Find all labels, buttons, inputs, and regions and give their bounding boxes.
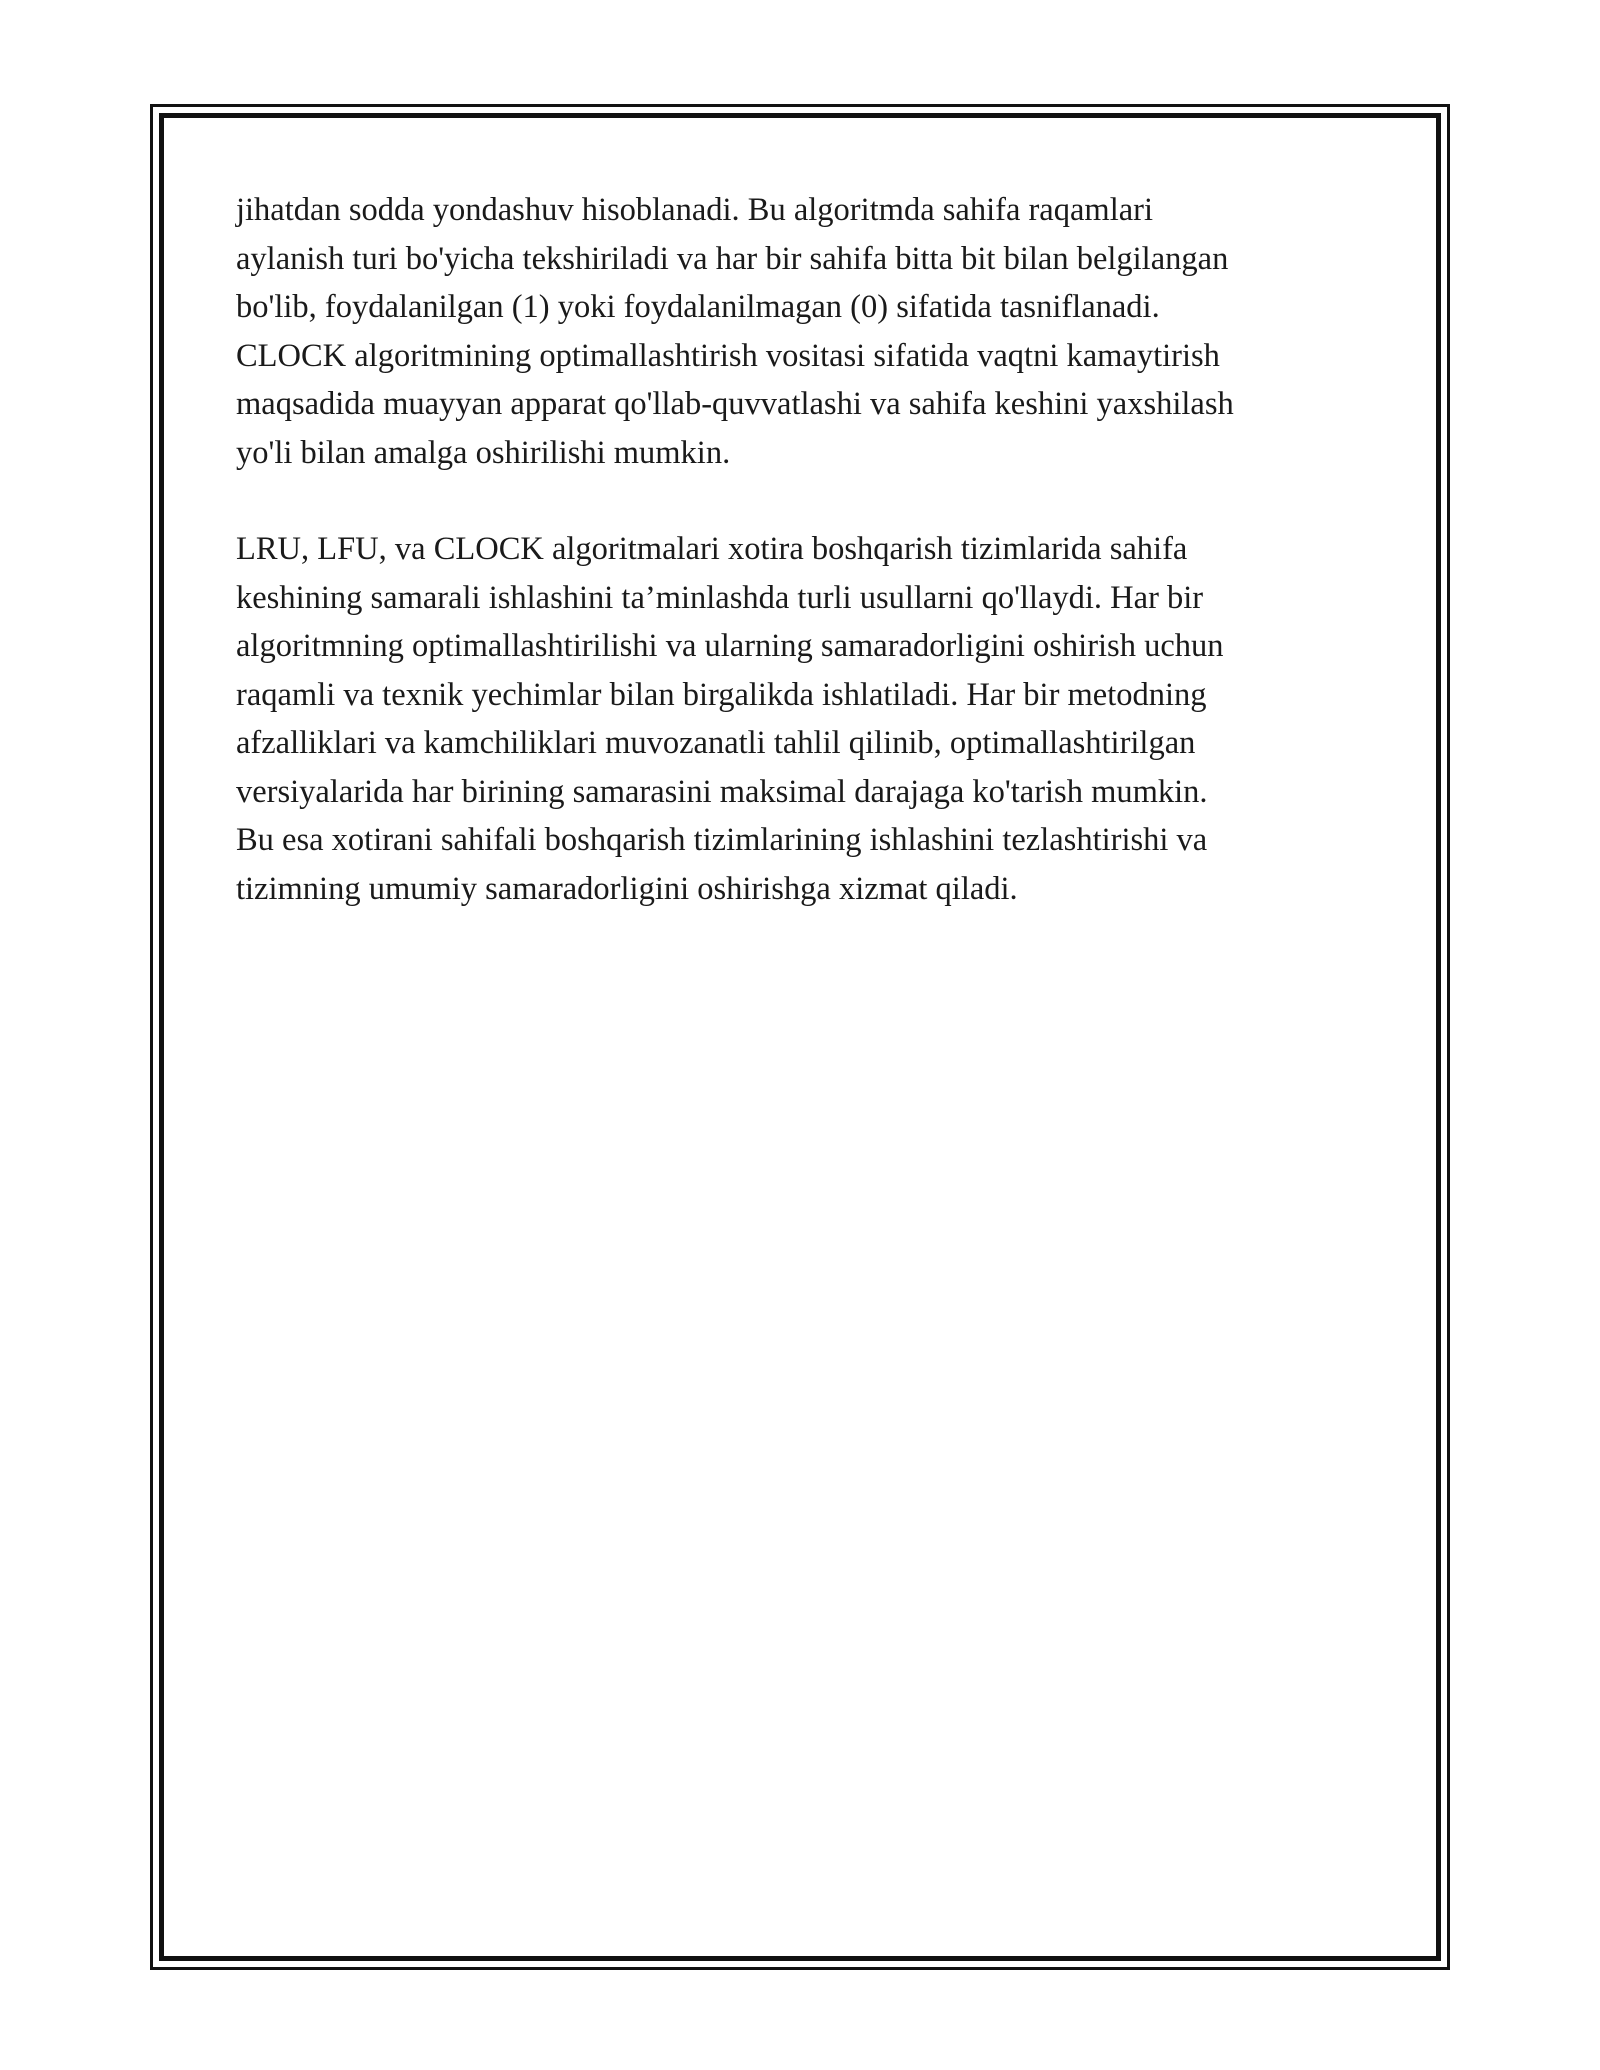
paragraph-1: [236, 186, 1386, 477]
text-line: jihatdan sodda yondashuv hisoblanadi. Bu algoritmda sahifa raqamlari: [236, 192, 1153, 228]
text-line: keshining samarali ishlashini ta’minlashda turli usullarni qo'llaydi. Har bir: [236, 579, 1204, 616]
text-line: algoritmning optimallashtirilishi va ularning samaradorligini oshirish uchun: [236, 628, 1224, 664]
text-line: afzalliklari va kamchiliklari muvozanatli tahlil qilinib, optimallashtirilgan: [236, 725, 1196, 761]
text-line: raqamli va texnik yechimlar bilan birgalikda ishlatiladi. Har bir metodning: [236, 676, 1207, 713]
text-line: LRU, LFU, va CLOCK algoritmalari xotira boshqarish tizimlarida sahifa: [236, 531, 1188, 567]
paragraph-2: [236, 525, 1386, 913]
text-line: aylanish turi bo'yicha tekshiriladi va har bir sahifa bitta bit bilan belgilangan: [236, 240, 1229, 277]
text-line: yo'li bilan amalga oshirilishi mumkin.: [236, 434, 731, 471]
text-line: tizimning umumiy samaradorligini oshirishga xizmat qiladi.: [236, 870, 1018, 907]
text-line: bo'lib, foydalanilgan (1) yoki foydalanilmagan (0) sifatida tasniflanadi.: [236, 289, 1160, 325]
document-body: [236, 186, 1386, 913]
text-line: versiyalarida har birining samarasini maksimal darajaga ko'tarish mumkin.: [236, 773, 1208, 810]
text-line: maqsadida muayyan apparat qo'llab-quvvatlashi va sahifa keshini yaxshilash: [236, 386, 1234, 422]
text-line: Bu esa xotirani sahifali boshqarish tizimlarining ishlashini tezlashtirishi va: [236, 822, 1208, 858]
text-line: CLOCK algoritmining optimallashtirish vositasi sifatida vaqtni kamaytirish: [236, 337, 1220, 374]
